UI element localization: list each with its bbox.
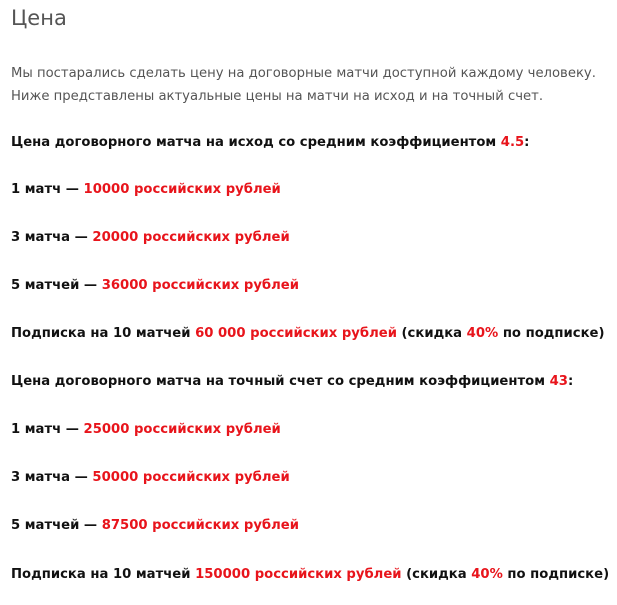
exact-coefficient: 43 [549,374,568,389]
exact-row-price: 87500 российских рублей [101,518,299,533]
exact-row-label: 5 матчей — [11,518,102,533]
subscription-discount-suffix: по подписке) [502,567,610,582]
page-title: Цена [11,6,67,30]
outcome-row-label: 3 матча — [11,230,93,245]
exact-row-3 [11,469,290,487]
subscription-discount: 40% [471,567,503,582]
exact-heading [11,373,573,391]
outcome-row-price: 10000 российских рублей [83,182,281,197]
exact-row-label: 1 матч — [11,422,84,437]
outcome-heading-text: Цена договорного матча на исход со средним коэффициентом [11,135,501,150]
exact-row-5 [11,517,299,535]
subscription-label: Подписка на 10 матчей [11,567,196,582]
subscription-discount-prefix: (скидка [396,326,467,341]
outcome-row-label: 5 матчей — [11,278,102,293]
outcome-row-price: 20000 российских рублей [92,230,290,245]
exact-row-label: 3 матча — [11,470,93,485]
outcome-row-5 [11,277,299,295]
exact-heading-text: Цена договорного матча на точный счет со средним коэффициентом [11,374,550,389]
outcome-row-price: 36000 российских рублей [101,278,299,293]
outcome-row-3 [11,229,290,247]
subscription-label: Подписка на 10 матчей [11,326,196,341]
outcome-row-label: 1 матч — [11,182,84,197]
intro-paragraph [11,62,596,108]
outcome-heading [11,134,529,152]
subscription-price: 150000 российских рублей [195,567,402,582]
subscription-discount-prefix: (скидка [401,567,472,582]
outcome-row-1 [11,181,281,199]
exact-row-1 [11,421,281,439]
exact-row-price: 50000 российских рублей [92,470,290,485]
outcome-subscription [11,325,605,343]
intro-line-2: Ниже представлены актуальные цены на матчи на исход и на точный счет. [11,89,544,104]
exact-subscription [11,566,609,584]
outcome-coefficient: 4.5 [500,135,525,150]
subscription-discount-suffix: по подписке) [498,326,605,341]
outcome-heading-suffix: : [524,135,530,150]
exact-heading-suffix: : [567,374,574,389]
subscription-price: 60 000 российских рублей [195,326,397,341]
subscription-discount: 40% [466,326,499,341]
intro-line-1: Мы постарались сделать цену на договорные матчи доступной каждому человеку. [11,66,596,81]
exact-row-price: 25000 российских рублей [83,422,281,437]
